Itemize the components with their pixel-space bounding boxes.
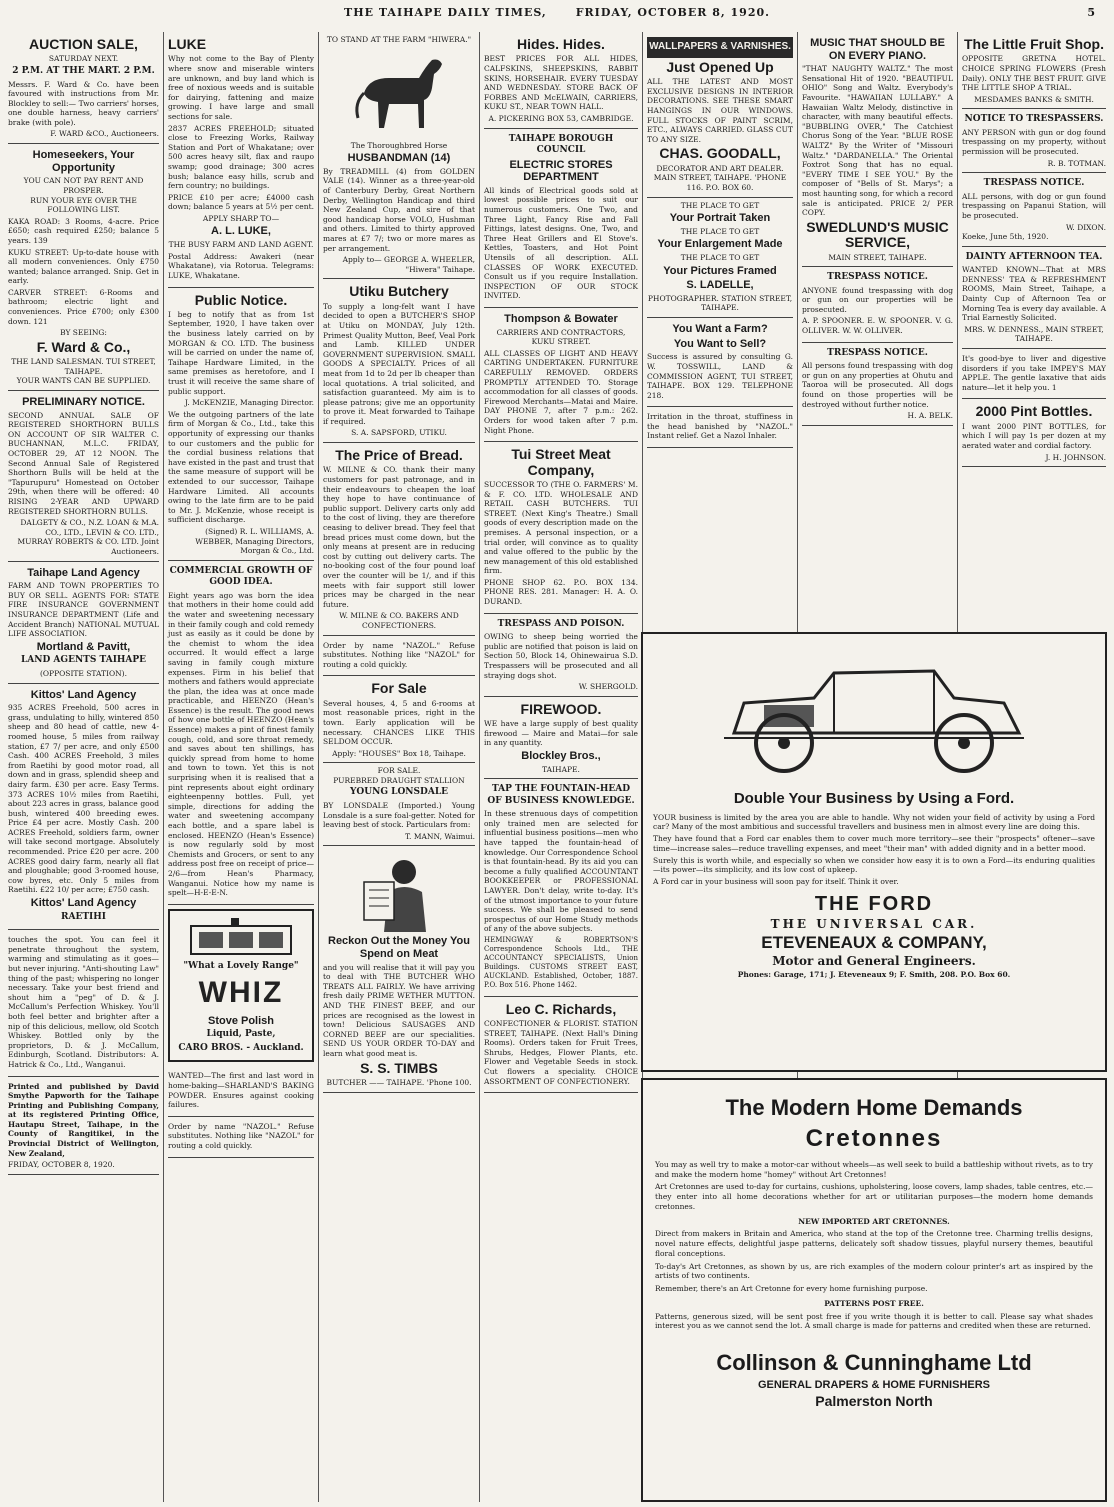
music-ad [802,32,953,267]
timbs-butcher-ad [323,846,475,1092]
photo-sub: PHOTOGRAPHER. STATION STREET, TAIHAPE. [647,293,793,313]
forsale-sign: Apply: "HOUSES" Box 18, Taihape. [332,748,466,758]
tui-street-meat-ad [484,442,638,614]
preliminary-notice-ad [8,391,159,562]
ford-phones: Phones: Garage, 171; J. Eteveneaux 9; F. Smith, 208. P.O. Box 60. [737,970,1011,980]
electric-stores-ad [484,129,638,308]
ward-tag: YOUR WANTS CAN BE SUPPLIED. [16,376,151,386]
luke-addr: Postal Address: Awakeri (near Whakatane), via Rotorua. Telegrams: LUKE, Whakatane. [168,251,314,280]
may-apple-ad [962,349,1106,399]
goodall-sub: DECORATOR AND ART DEALER. MAIN STREET, TAIHAPE. 'PHONE 116. P.O. BOX 60. [653,163,787,192]
tres2-sign-c7: W. DIXON. [1066,222,1106,232]
farm-body: Success is assured by consulting G. W. TOSSWILL, LAND & COMMISSION AGENT, TUI STREET, TAIHAPE. BOX 129. TELEPHONE 218. [647,352,793,400]
farm-line-1: You Want a Farm? [672,323,768,336]
heenzo-title: COMMERCIAL GROWTH OF GOOD IDEA. [169,565,313,588]
auction-time: 2 P.M. AT THE MART. 2 P.M. [12,65,155,76]
ford-brand: THE FORD [814,892,934,915]
masthead-title: THE TAIHAPE DAILY TIMES, [344,6,547,19]
luke-title: LUKE [168,36,207,52]
bread-sign: W. MILNE & CO. BAKERS AND CONFECTIONERS. [339,611,459,630]
tres1-body: ANYONE found trespassing with dog or gun on our properties will be prosecuted. [802,285,953,314]
music-title: MUSIC THAT SHOULD BE ON EVERY PIANO. [810,37,945,62]
cretonne-firm-city: Palmerston North [815,1392,933,1409]
bottles-body: I want 2000 PINT BOTTLES, for which I will pay 1s per dozen at my aerated water and cordial factory. [962,421,1106,450]
leo-title: Leo C. Richards, [505,1000,617,1017]
thompson-bowater-ad [484,308,638,442]
wall-body: ALL THE LATEST AND MOST EXCLUSIVE DESIGNS IN INTERIOR DECORATIONS. SEE THESE SMART HANGINGS IN OUR WINDOWS. FULL STOCKS OF PAINT SCRIM, ETC., ALWAYS CARRIED. GLASS CUT TO ANY SIZE. [647,77,793,144]
ward-name: F. Ward & Co., [36,338,131,355]
fruit-title: The Little Fruit Shop. [964,36,1104,52]
homeseekers-title: Homeseekers, Your Opportunity [32,149,135,174]
swedlund-sub: MAIN STREET, TAIHAPE. [828,252,927,262]
public-sign: J. McKENZIE, Managing Director. [184,398,314,408]
whiz-brand: WHIZ [198,976,284,1010]
stove-illustration-icon [181,918,301,958]
heenzo-body: Eight years ago was born the idea that mothers in their home could add the water and sweetening necessary in their family cough and cold remedy just as easily as it could be done by the chemist to whom the idea occurred. It would effect a large saving in family cough mixture expenses. Firm in his belief that mothers and fathers would appreciate the plan, the idea was at once made practicable, and HEENZO (Hean's Essence) is the result. The good news of how one bottle of HEENZO (Hean's Essence) makes a pint of finest family cough, cold, and sore throat remedy, and saves about ten shillings, has quickly spread from home to home and town to town. Yet this is not surprising when it is realised that a pint represents about eight ordinary eighteenpenny bottles. Full, yet simple, directions for adding the water and sweetening accompany each bottle, and a spare label is enclosed. HEENZO (Hean's Essence) is now regularly sold by most Chemists and Grocers, or sent to any address post free on receipt of price—2/6—from Hean's Pharmacy, Wanganui. Notice how my name is spelt—H-E-E-N. [168,590,314,898]
auction-sign: F. WARD &CO., Auctioneers. [50,129,159,139]
tres2-date-c7: Koeke, June 5th, 1920. [962,232,1049,242]
meat-title: Reckon Out the Money You Spend on Meat [328,935,470,960]
nazal-body: Irritation in the throat, stuffiness in the head banished by "NAZOL." Instant relief. Get a Nazol Inhaler. [647,412,793,441]
homeseekers-ad [8,144,159,391]
hides-title: Hides. Hides. [517,36,605,52]
whiz-agent: CARO BROS. - Auckland. [178,1042,304,1053]
luke-body: Why not come to the Bay of Plenty where snow and miserable winters are unknown, and buy land which is free of noxious weeds and is suitable for dairying, fattening and maize growing. I have large and small sections for sale. [168,54,314,121]
wall-title: Just Opened Up [666,58,774,75]
stallion-name: YOUNG LONSDALE [349,787,449,798]
tosswill-ad [647,318,793,407]
liver-body: It's good-bye to liver and digestive disorders if you take IMPEY'S MAY APPLE. The gentle laxative that aids nature—let it help you. 1 [962,354,1106,392]
ford-body-3: Surely this is worth while, and especially so when we consider how easy it is to own a Ford—its enduring qualities—its power—its simplicity, and its low cost of upkeep. [653,855,1095,875]
public-body: I beg to notify that as from 1st September, 1920, I have taken over the business lately carried on by MORGAN & CO. LTD. The business will be carried on under the name of, Taihape Hardware Limited, in the same premises as heretofore, and I trust it will receive the same share of public support. [168,309,314,396]
whisky-ad [8,930,159,1076]
leo-body: CONFECTIONER & FLORIST. STATION STREET, TAIHAPE. (Next Hall's Dining Rooms). Orders taken for Fruit Trees, Shrubs, Hedges, Flower Plants, etc. Flower and Vegetable Seeds in stock. Cut flowers a speciality. CHOICE ASSORTMENT OF CONFECTIONERY. [484,1019,638,1086]
firewood-ad [484,697,638,779]
prelim-sign: DALGETY & CO., N.Z. LOAN & M.A. CO., LTD., LEVIN & CO. LTD., MURRAY ROBERTS & CO. LTD. Joint Auctioneers. [17,518,159,556]
luke-name: A. L. LUKE, [211,225,271,238]
wallpapers-ad [647,32,793,198]
photo-line-1: THE PLACE TO GET [680,200,760,210]
thompson-body: ALL CLASSES OF LIGHT AND HEAVY CARTING UNDERTAKEN. FURNITURE CAREFULLY REMOVED. ORDERS PROMPTLY ATTENDED TO. Storage accommodation for all classes of goods. Firewood Merchants—Matai and Maire. DAY PHONE 7, after 7 p.m.: 262. Orders for wood taken after 7 p.m. Night Phone. [484,348,638,435]
forsale-title: For Sale [371,680,427,697]
homeseekers-sub: YOU CAN NOT PAY RENT AND PROSPER. [23,176,144,195]
horse-caption: The Thoroughbred Horse [350,140,448,150]
luke-price: PRICE £10 per acre; £4000 cash down; balance 5 years at 5½ per cent. [168,192,314,212]
ford-ad [641,632,1107,1072]
meat-body: and you will realise that it will pay you to deal with THE BUTCHER WHO TREATS ALL FAIRLY. We have arriving fresh daily PRIME WETHER MUTTON. AND THE FINEST BEEF, and our prices are recognised as the lowest in town! Delicious SAUSAGES AND CORNED BEEF are our specialities. SEND US YOUR ORDER TO-DAY and learn what good meat is. [323,962,475,1058]
cretonne-body-5: Remember, there's an Art Cretonne for every home furnishing purpose. [655,1284,928,1294]
cretonne-firm-sub: GENERAL DRAPERS & HOME FURNISHERS [757,1378,991,1391]
tea-title: DAINTY AFTERNOON TEA. [965,251,1103,262]
public-sign-2: (Signed) R. L. WILLIAMS, A. WEBBER, Managing Directors, Morgan & Co., Ltd. [195,526,314,556]
luke-apply: APPLY SHARP TO— [202,213,280,223]
afternoon-tea-ad [962,247,1106,349]
swedlund-name: SWEDLUND'S MUSIC SERVICE, [806,218,949,251]
luke-property: 2837 ACRES FREEHOLD; situated close to Freezing Works, Railway Station and Port of Whakatane; over 500 acres heavy silt, flax and raupo swamp; good drainage; 300 acres bush; balance easy hills, scrub and fern country; no buildings. [168,123,314,191]
photo-line-2: Your Portrait Taken [669,212,771,225]
homeseekers-by: BY SEEING: [60,328,107,338]
cretonne-body-1: You may as well try to make a motor-car without wheels—as well seek to build a battleship without rivets, as to try and make the modern home "homey" without Art Cretonnes! [655,1159,1093,1179]
stallion-sign: T. MANN, Waimui. [405,831,475,841]
little-fruit-shop-ad [962,32,1106,109]
tui-body: SUCCESSOR TO (THE O. FARMERS' M. & F. CO. LTD. WHOLESALE AND RETAIL CASH BUTCHERS. TUI STREET. (Next King's Theatre.) Small goods of every description made on the premises. A personal inspection, or a trial order, will convince as to quality and value offered to the public by the new management of this old established firm. [484,479,638,576]
trespass-title: TRESPASS AND POISON. [497,618,625,629]
nazol-body-2: Order by name "NAZOL." Refuse substitutes. Nothing like "NAZOL" for routing a cold quickly. [168,1121,314,1150]
farm-line-2: You Want to Sell? [673,337,767,350]
council-title: TAIHAPE BOROUGH COUNCIL [508,133,614,156]
mortland-pavitt: Mortland & Pavitt, [36,640,131,653]
ward-sub: THE LAND SALESMAN. TUI STREET, TAIHAPE. [11,357,156,376]
cretonne-body-4: To-day's Art Cretonnes, as shown by us, are rich examples of the modern colour printer's art as inspired by the artists of two continents. [655,1261,1093,1281]
ladelle-photographer-ad [647,198,793,319]
public-notice-ad [168,288,314,561]
pint-bottles-ad [962,399,1106,467]
goodall-name: CHAS. GOODALL, [659,145,781,162]
kittos-land-agency-ad [8,684,159,931]
horse-sign: Apply to— GEORGE A. WHEELER, "Hiwera" Taihape. [342,255,475,274]
trespass-notice-dixon [962,173,1106,246]
luke-ad [168,32,314,288]
tap-sign: HEMINGWAY & ROBERTSON'S Correspondence Schools Ltd., THE ACCOUNTANCY SPECIALISTS, Union Buildings. CUSTOMS STREET EAST, AUCKLAND. Established, October, 1887. P.O. Box 516. Phone 1462. [484,935,638,989]
homeseekers-list: RUN YOUR EYE OVER THE FOLLOWING LIST. [30,195,137,215]
horse-body: By TREADMILL (4) from GOLDEN VALE (14). Winner as a three-year-old of Canterbury Derby, Great Northern Derby, Wellington Handicap and third New Zealand Cup, and sire of that good handicap horse VOLO, Hushman and others. Limited to thirty approved mares at £7 7/; two or more mares as per arrangement. [323,166,475,253]
trespass-poison-ad [484,614,638,697]
timbs-name: S. S. TIMBS [360,1059,438,1076]
cretonne-body-3: Direct from makers in Britain and America, who stand at the top of the Cretonne tree. Charming trellis designs, novel nature effects, delightful jaspe patterns, delicately soft shadow tissues, playful nursery themes, beautiful floral conceptions. [655,1229,1093,1258]
photo-line-3: THE PLACE TO GET [680,226,760,236]
whiz-polish-ad [168,909,314,1063]
stallion-desc: BY LONSDALE (Imported.) Young Lonsdale is a sure foal-getter. Noted for leaving best of stock. Particulars from: [323,800,475,830]
auction-day: SATURDAY NEXT. [48,54,119,64]
homeseekers-item-3: CARVER STREET: 6-Rooms and bathroom; electric light and conveniences. Price £700; only £300 down. 121 [8,287,159,326]
nazol-body: Order by name "NAZOL." Refuse substitutes. Nothing like "NAZOL" for routing a cold quickly. [323,640,475,669]
taihape-land-agency-ad [8,562,159,684]
ford-dealer-sub: Motor and General Engineers. [772,954,976,969]
business-knowledge-ad [484,779,638,996]
tres-title: NOTICE TO TRESPASSERS. [964,114,1104,125]
price-of-bread-ad [323,443,475,635]
hides-body: BEST PRICES FOR ALL HIDES, CALFSKINS, SHEEPSKINS, RABBIT SKINS, HORSEHAIR. EVERY TUESDAY AND WEDNESDAY. STORE BACK OF FORBES AND McELWAIN, CARRIERS, KUKU ST., NEAR TOWN HALL. [484,54,638,112]
cretonne-body-6: Patterns, generous sized, will be sent post free if you write though it is better to call. Please say what shades interest you as we cannot send the lot. A small charge is made for patterns and credited when these are returned. [655,1311,1093,1331]
kittos2-title: Kittos' Land Agency [30,897,137,910]
cretonne-title-1: The Modern Home Demands [725,1095,1023,1120]
thompson-sub: CARRIERS AND CONTRACTORS, KUKU STREET. [496,327,626,347]
masthead [0,0,1114,32]
masthead-date: FRIDAY, OCTOBER 8, 1920. [575,6,770,19]
stallion-ad [323,763,475,846]
hides-sign: A. PICKERING BOX 53, CAMBRIDGE. [488,113,634,123]
ford-dealer: ETEVENEAUX & COMPANY, [761,933,987,953]
whisky-body: touches the spot. You can feel it penetrate throughout the system, warming and stimulating as it goes—but never injuring. "Anti-shouting Law" thing of the past; whispering no longer necessary. Take your best friend and shout him a "peg" of D. & J. McCallum's Perfection Whiskey. You'll both feel better and brighter after a nip of this delicious, mellow, old Scotch Whiskey. Bottled only by the proprietors, D. & J. McCallum, Edinburgh, Scotland. Distributors: A. Hatrick & Co., Ltd., Wanganui. [8,935,159,1069]
imprint-body: Printed and published by David Smythe Papworth for the Taihape Printing and Publishing Company, at its registered Printing Office, Hautapu Street, Taihape, in the County of Rangitikei, in the Provincial District of Wellington, New Zealand, [8,1081,159,1158]
photo-line-4: Your Enlargement Made [657,238,783,251]
public-title: Public Notice. [194,291,288,308]
stallion-top: FOR SALE. [377,766,421,776]
utiku-body: To supply a long-felt want I have decided to open a BUTCHER'S SHOP at Utiku on MONDAY, July 12th. Primest Quality Mutton, Beef, Veal Pork and Lamb. KILLED UNDER GOVERNMENT SUPERVISION. SMALL GOODS A SPECIALTY. Prices of all meat from 1d to 2d per lb cheaper than local quotations. A trial solicited, and satisfaction guaranteed. My aim is to please patrons; give me an opportunity to prove it. Meat forwarded to Taihape if required. [323,301,475,426]
column-3 [319,32,480,1502]
cretonne-firm: Collinson & Cunninghame Ltd [716,1350,1032,1376]
column-2 [164,32,319,1502]
auction-body: Messrs. F. Ward & Co. have been favoured with instructions from Mr. Blockley to sell:— Two carriers' horses, one double harness, heavy carriers' brake (with pole). [8,79,159,127]
tui-title: Tui Street Meat Company, [511,446,611,478]
hides-ad [484,32,638,129]
forsale-body: Several houses, 4, 5 and 6-rooms at most reasonable prices, right in the town. Early application will be necessary. CHANCES LIKE THIS SELDOM OCCUR. [323,698,475,747]
fire-title: FIREWOOD. [520,700,602,717]
ford-body-1: YOUR business is limited by the area you are able to handle. Why not widen your field of activity by using a Ford car? Many of the most ambitious and successful travellers and business men in almost every line are doing this. [653,812,1095,832]
page-number: 5 [1087,6,1096,19]
ford-car-icon [704,643,1044,783]
horse-name: HUSBANDMAN (14) [347,152,451,165]
notice-to-trespassers [962,109,1106,173]
auction-title: AUCTION SALE, [29,36,138,52]
nazol-ad [323,636,475,677]
imprint [8,1077,159,1175]
fruit-body: OPPOSITE GRETNA HOTEL. CHOICE SPRING FLOWERS (Fresh Daily). ONLY THE BEST FRUIT. GIVE THE LITTLE SHOP A TRIAL. [962,54,1106,93]
photo-name: S. LADELLE, [686,279,754,292]
husbandman-ad [323,32,475,279]
tres2-title-c7: TRESPASS NOTICE. [983,178,1085,189]
electric-title: ELECTRIC STORES DEPARTMENT [509,158,613,184]
trespass-notice-belk [802,343,953,426]
tap-body: In these strenuous days of competition only trained men are selected for influential business positions—men who have tapped the fountain-head of knowledge. Our Correspondence School is that fountain-head. By its aid you can become a fully qualified ACCOUNTANT BOOKKEEPER or PROFESSIONAL LAWYER. Don't delay, write to-day. It's of the utmost importance to your future success. We shall be pleased to send prospectus of our Home Study methods of any of the above subjects. [484,809,638,934]
music-body: "THAT NAUGHTY WALTZ." The most Sensational Hit of 1920. "BEAUTIFUL OHIO" Song and Waltz. Everybody's Favourite. "HAWAIIAN LULLABY." A Hawaiian Waltz Melody, distinctive in character, with many beautiful effects. "BUBBLING OVER," The Catchiest Chorus Song of the Year. "BLUE ROSE WALTZ" By the Writer of "Missouri Waltz." "DARDANELLA." The Oriental Foxtrot Song that has no equal. "EVERY TIME I SEE YOU." By the composer of "Bells of St. Marys"; a most haunting song, for which a record sale is anticipated. PRICE 2/ PER COPY. [802,64,953,218]
tres1-title: TRESPASS NOTICE. [827,272,928,283]
prelim-title: PRELIMINARY NOTICE. [22,396,145,409]
cretonne-body-2: Art Cretonnes are used to-day for curtains, cushions, upholstering, loose covers, lamp shades, table centres, etc.—they enter into all home decorations whether for art or utilitarian purposes—the modern home demands cretonnes. [655,1182,1093,1211]
trespass-notice-spooner [802,267,953,342]
fire-sub: TAIHAPE. [542,764,580,774]
cretonne-sub-1: NEW IMPORTED ART CRETONNES. [798,1216,950,1226]
trespass-body: OWING to sheep being worried the public are notified that poison is laid on Section 50, Block 14, Ohinewairua S.D. Trespassers will be prosecuted and all straying dogs shot. [484,632,638,680]
trespass-sign: W. SHERGOLD. [578,682,638,692]
tui-phone: PHONE SHOP 62. P.O. BOX 134. PHONE RES. 281. Manager: H. A. O. DURAND. [484,577,638,607]
tap-title: TAP THE FOUNTAIN-HEAD OF BUSINESS KNOWLEDGE. [487,784,635,806]
tres-body: ANY PERSON with gun or dog found trespassing on my property, without permission will be prosecuted. [962,127,1106,157]
land-opposite: (OPPOSITE STATION). [39,668,127,678]
cretonne-title-2: Cretonnes [805,1124,943,1152]
man-reading-icon [344,852,454,932]
timbs-sub: BUTCHER —— TAIHAPE. 'Phone 100. [326,1077,472,1087]
tres1-sign: A. P. SPOONER. E. W. SPOONER. V. G. OLLIVER. W. W. OLLIVER. [802,316,953,336]
wall-banner: WALLPAPERS & VARNISHES. [647,37,793,58]
kittos-body: 935 ACRES Freehold, 500 acres in grass, undulating to hilly, wintered 850 sheep and 80 head of cattle, new 4-roomed house, 5 miles from railway station, £7 7/ per acre, and only £500 Cash. 400 ACRES Freehold, 3 miles from Raetihi by good motor road, all down and in grass, splendid sheep and dairy farm. £30 per acre. Easy Terms. 373 ACRES 10½ miles from Raetihi, about 223 acres in grass, balance good bush, wintered 400 breeding ewes. Price £4 per acre. Mostly Cash. 200 ACRES Freehold, soldiers farm, owner will take second mortgage. Absolutely recommended. Price £20 per acre. 200 ACRES good dairy farm, nearly all flat and ploughable; good 3-roomed house, cow byres, etc. Only 5 miles from Raetihi. £22 10/ per acre; £750 cash. [8,703,159,895]
luke-sub: THE BUSY FARM AND LAND AGENT. [168,240,314,250]
ford-brand-sub: THE UNIVERSAL CAR. [770,916,978,931]
heenzo-ad [168,561,314,905]
homeseekers-item-1: KAKA ROAD: 3 Rooms, 4-acre. Price £650; cash required £250; balance 5 years. 139 [8,216,159,245]
photo-line-6: Your Pictures Framed [663,264,777,277]
tres2-title: TRESPASS NOTICE. [827,347,928,358]
cretonne-ad [641,1078,1107,1502]
bread-title: The Price of Bread. [335,447,463,464]
tres2-body: All persons found trespassing with dog or gun on any properties at Ohutu and Taoroa will be prosecuted. All dogs found on those properties will be destroyed without further notice. [802,361,953,409]
tres-sign: R. B. TOTMAN. [1047,158,1106,168]
tea-body: WANTED KNOWN—That at MRS DENNESS' TEA & REFRESHMENT ROOMS, Main Street, Taihape, a Dainty Cup of Afternoon Tea or Morning Tea is every day available. A Trial Earnestly Solicited. [962,265,1106,323]
fruit-sign: MESDAMES BANKS & SMITH. [974,94,1094,104]
ford-body-2: They have found that a Ford car enables them to cover much more territory—see their "prospects" oftener—save time—increase sales—reduce travelling expenses, and meet "their man" with added dignity and in a better mood. [653,834,1095,853]
whiz-forms: Liquid, Paste, [206,1029,276,1040]
whiz-tagline: "What a Lovely Range" [183,960,299,971]
taihape-land-body: FARM AND TOWN PROPERTIES TO BUY OR SELL. AGENTS FOR: STATE FIRE INSURANCE GOVERNMENT INSURANCE DEPARTMENT (Life and Accident Branch) NATIONAL MUTUAL LIFE ASSOCIATION. [8,581,159,639]
horse-top: TO STAND AT THE FARM "HIWERA." [326,35,472,44]
tea-sign: MRS. W. DENNESS., MAIN STREET, TAIHAPE. [964,324,1104,344]
taihape-land-title: Taihape Land Agency [27,566,140,579]
cretonne-sub-2: PATTERNS POST FREE. [824,1298,924,1308]
ford-headline: Double Your Business by Using a Ford. [733,790,1015,807]
public-body-2: We the outgoing partners of the late firm of Morgan & Co., Ltd., take this opportunity of expressing our thanks to our customers and the public for the cordial business relations that have existed in the past and trust that the same measure of support will be extended to our successor, Taihape Hardware Limited. All accounts owing to the late firm are to be paid to Mr. J. McKenzie, whose receipt is sufficient discharge. [168,409,314,525]
electric-body: All kinds of Electrical goods sold at lowest possible prices to suit our numerous customers. One Two, and Three Light, Fancy Rise and Fall Fittings, latest designs. One, Two, and Three Heat Grillers and El Stove's. Kettles, Toasters, and Hot Point Utensils of all description. ALL CLASSES OF WORK EXECUTED. Consult us if you require Installation. INSPECTION OF OUR STOCK INVITED. [484,185,638,301]
auction-sale-ad [8,32,159,144]
bottles-sign: J. H. JOHNSON. [1045,452,1106,462]
kittos-title: Kittos' Land Agency [30,688,137,701]
whiz-sub: Stove Polish [207,1014,275,1027]
fire-sign: Blockley Bros., [521,749,601,762]
for-sale-ad [323,676,475,763]
utiku-title: Utiku Butchery [349,283,449,300]
nazol-inhaler-ad [647,407,793,448]
photo-line-5: THE PLACE TO GET [680,252,760,262]
imprint-date: FRIDAY, OCTOBER 8, 1920. [8,1160,115,1170]
bottles-title: 2000 Pint Bottles. [975,403,1093,420]
fire-body: WE have a large supply of best quality firewood — Maire and Matai—for sale in any quantity. [484,719,638,748]
column-4 [480,32,643,1502]
land-agents: LAND AGENTS TAIHAPE [20,655,147,666]
utiku-butchery-ad [323,279,475,443]
tres2-sign: H. A. BELK. [907,411,953,421]
thompson-title: Thompson & Bowater [504,312,618,325]
ford-body-4: A Ford car in your business will soon pay for itself. Think it over. [653,877,899,886]
bread-body: W. MILNE & CO. thank their many customers for past patronage, and in their endeavours to cheapen the loaf they hope to have continuance of public support. Delivery carts only add to the cost of living, they are therefore ceasing to deliver bread. They feel that bread prices must come down, but the only means at present are in reducing cost by cutting out delivery carts. The no-booking cost of the four pound loaf over the counter will be 1/, and if this meets with fair support still lower prices may be charged in the near future. [323,465,475,609]
prelim-body: SECOND ANNUAL SALE OF REGISTERED SHORTHORN BULLS ON ACCOUNT OF SIR WALTER C. BUCHANNAN, M.L.C. FRIDAY, OCTOBER 29, AT 12 NOON. The Second Annual Sale of Registered Shorthorn Bulls will be held at the "Tapurupuru" Homestead on October 29th, when there will be offered: 40 RISING 2-YEAR AND UPWARD REGISTERED SHORTHORN BULLS. [8,410,159,516]
homeseekers-item-2: KUKU STREET: Up-to-date house with all modern conveniences. Only £750 wanted; balance arranged. Snip. Get in early. [8,247,159,286]
leo-richards-ad [484,997,638,1094]
sharland-ad [168,1066,314,1116]
tres2-body-c7: ALL persons, with dog or gun found trespassing on Papanui Station, will be prosecuted. [962,191,1106,220]
nazol-ad-2 [168,1117,314,1158]
sharland-body: WANTED—The first and last word in home-baking—SHARLAND'S BAKING POWDER. Ensures against cooking failures. [168,1071,314,1110]
utiku-sign: S. A. SAPSFORD, UTIKU. [351,428,447,438]
horse-icon [344,48,454,138]
column-1 [4,32,164,1502]
stallion-body: PUREBRED DRAUGHT STALLION [333,775,465,785]
kittos2-place: RAETIHI [61,911,106,922]
